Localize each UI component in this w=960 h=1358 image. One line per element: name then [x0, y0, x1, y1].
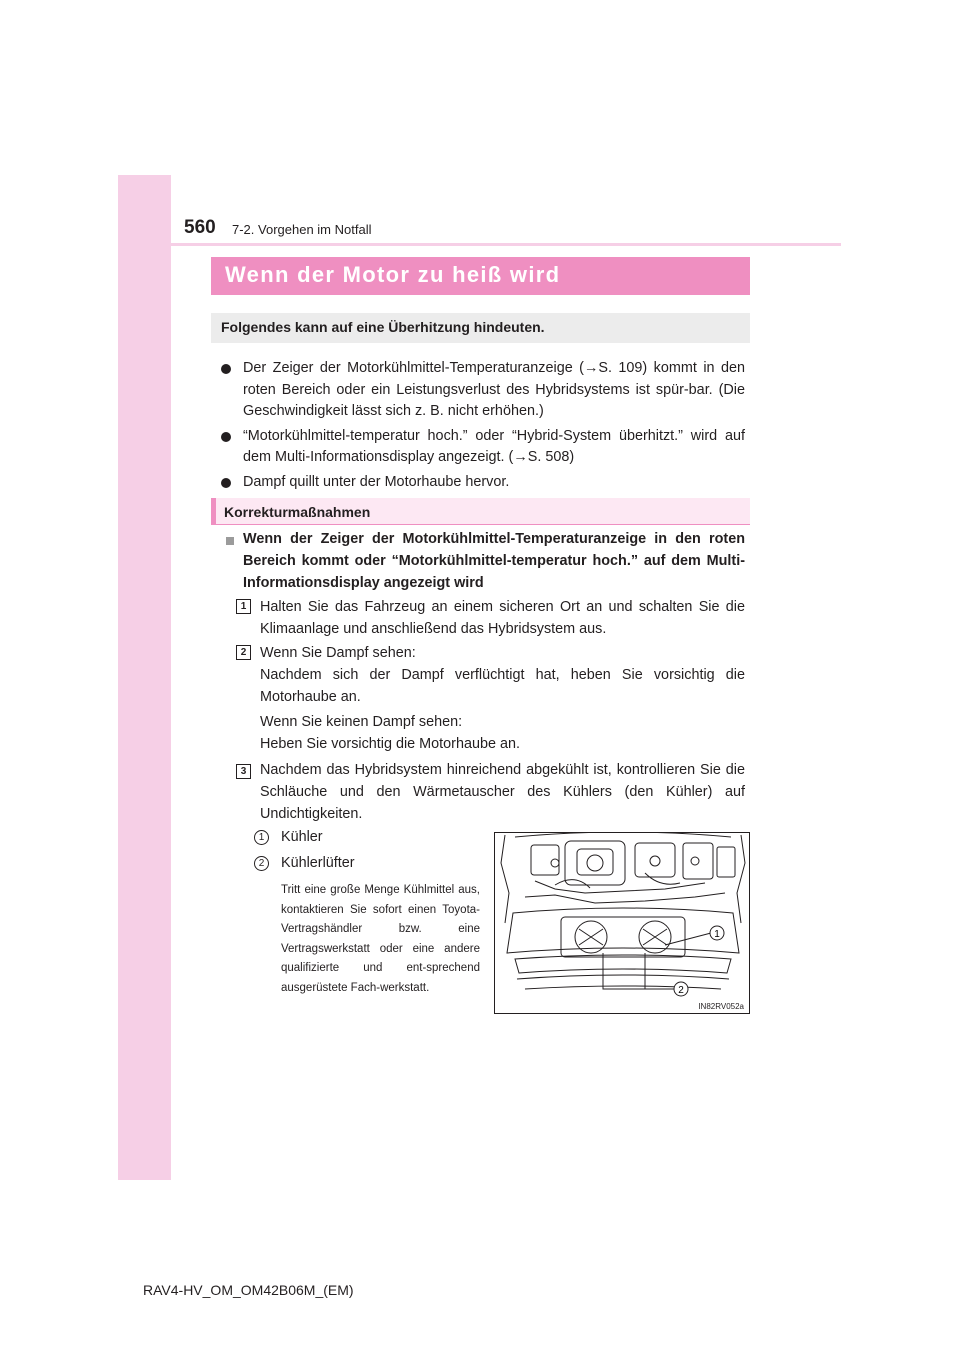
- step-2-alt-text: [260, 711, 745, 755]
- legend-number-2: 2: [254, 856, 269, 871]
- list-item-text: “Motorkühlmittel-temperatur hoch.” oder “Hybrid-System überhitzt.” wird auf dem Multi-Informationsdisplay angezeigt. (→S. 508): [243, 427, 745, 465]
- intro-text: Folgendes kann auf eine Überhitzung hindeuten.: [221, 319, 545, 335]
- callout-2-text: 2: [678, 985, 684, 996]
- step-number-badge: 1: [236, 599, 251, 614]
- step-paragraph: Nachdem sich der Dampf verflüchtigt hat, heben Sie vorsichtig die Motorhaube an.: [260, 667, 745, 705]
- step-paragraph: Wenn Sie keinen Dampf sehen:: [260, 714, 463, 730]
- section-header: [211, 498, 750, 524]
- coolant-leak-note: Tritt eine große Menge Kühlmittel aus, kontaktieren Sie sofort einen Toyota-Vertragshändler bzw. eine Vertragswerkstatt oder eine andere qualifizierte und ent-sprechend ausgerüstete Fach-werkstatt.: [281, 884, 480, 994]
- list-item: [221, 472, 745, 494]
- engine-bay-illustration: [494, 832, 750, 1014]
- list-item-text: Dampf quillt unter der Motorhaube hervor.: [243, 473, 510, 490]
- step-2-text: [260, 642, 745, 708]
- step-paragraph: Heben Sie vorsichtig die Motorhaube an.: [260, 736, 520, 752]
- step-number-badge: 3: [236, 764, 251, 779]
- sub-heading: Wenn der Zeiger der Motorkühlmittel-Temperaturanzeige in den roten Bereich kommt oder “Motorkühlmittel-temperatur hoch.” auf dem Multi-Informationsdisplay angezeigt wird: [243, 531, 745, 591]
- footer-doc-id: RAV4-HV_OM_OM42B06M_(EM): [143, 1282, 354, 1298]
- legend-number-1: 1: [254, 830, 269, 845]
- list-item-text: Der Zeiger der Motorkühlmittel-Temperaturanzeige (→S. 109) kommt in den roten Bereich oder ein Leistungsverlust des Hybridsystems ist spür-bar. (Die Geschwindigkeit lässt sich z. B. nicht erhöhen.): [243, 360, 745, 419]
- square-bullet-icon: [226, 537, 234, 545]
- bullet-dot-icon: [221, 364, 231, 374]
- section-accent: [211, 498, 216, 524]
- header-rule: [118, 243, 841, 246]
- page-number: 560: [184, 217, 216, 238]
- step-3-text: [260, 759, 745, 825]
- bullet-dot-icon: [221, 478, 231, 488]
- legend-label-kuehler: Kühler: [281, 829, 323, 845]
- section-title: Korrekturmaßnahmen: [224, 504, 371, 520]
- engine-bay-drawing: [495, 833, 750, 1014]
- bullet-dot-icon: [221, 432, 231, 442]
- page-side-tab: [118, 175, 171, 1180]
- chapter-title: 7-2. Vorgehen im Notfall: [232, 222, 372, 237]
- page-title: Wenn der Motor zu heiß wird: [225, 262, 561, 287]
- step-paragraph: Halten Sie das Fahrzeug an einem sicheren Ort an und schalten Sie die Klimaanlage und anschließend das Hybridsystem aus.: [260, 599, 745, 637]
- step-paragraph: Wenn Sie Dampf sehen:: [260, 645, 416, 661]
- list-item: [221, 358, 745, 423]
- step-paragraph: Nachdem das Hybridsystem hinreichend abgekühlt ist, kontrollieren Sie die Schläuche und den Wärmetauscher des Kühlers (den Kühler) auf Undichtigkeiten.: [260, 762, 745, 822]
- intro-box: [211, 313, 750, 343]
- figure-code: IN82RV052a: [698, 1002, 744, 1011]
- section-underline: [211, 524, 750, 525]
- page-title-bar: [211, 257, 750, 295]
- legend-label-kuehlerluefter: Kühlerlüfter: [281, 855, 355, 871]
- step-1-text: [260, 596, 745, 640]
- step-number-badge: 2: [236, 645, 251, 660]
- callout-1-text: 1: [714, 929, 720, 940]
- symptom-list: [221, 358, 745, 496]
- list-item: [221, 426, 745, 469]
